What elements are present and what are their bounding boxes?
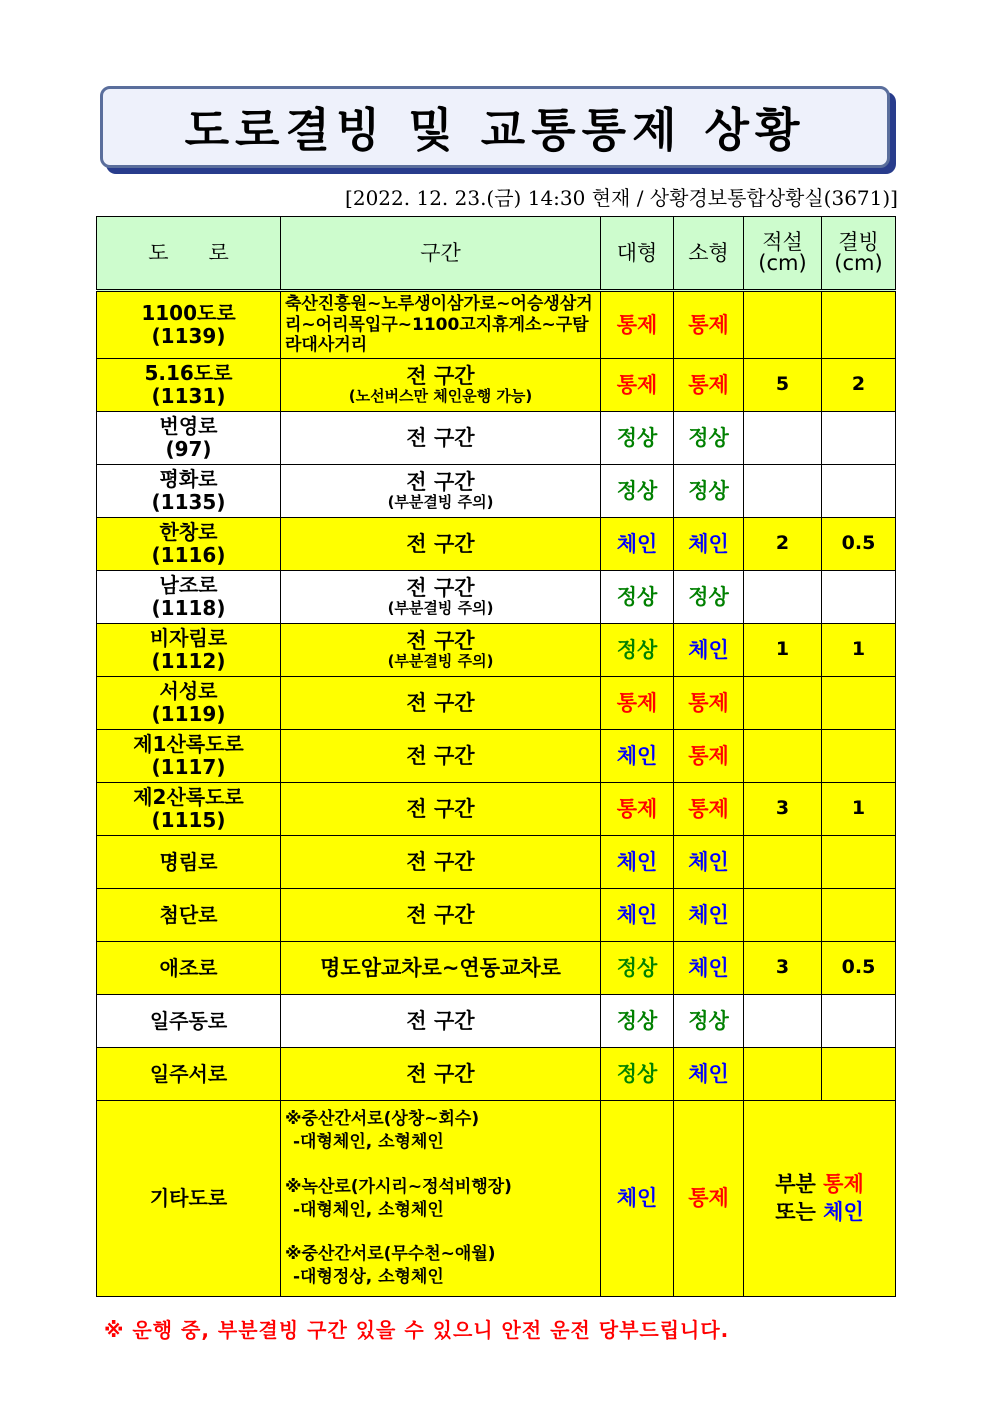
table-row bbox=[97, 571, 896, 624]
road-name: 1100도로 (1139) bbox=[97, 291, 281, 359]
section: 전 구간 bbox=[281, 730, 601, 783]
title-box bbox=[100, 86, 890, 168]
snow-depth bbox=[744, 836, 822, 889]
small-vehicle-status: 체인 bbox=[674, 889, 744, 942]
small-vehicle-status: 체인 bbox=[674, 836, 744, 889]
small-vehicle-status: 통제 bbox=[674, 783, 744, 836]
section: 명도암교차로~연동교차로 bbox=[281, 942, 601, 995]
other-remark: 부분 통제 또는 체인 bbox=[744, 1101, 896, 1297]
road-name: 5.16도로 (1131) bbox=[97, 359, 281, 412]
section: 전 구간 bbox=[281, 677, 601, 730]
ice-depth bbox=[822, 889, 896, 942]
snow-depth: 3 bbox=[744, 942, 822, 995]
ice-depth bbox=[822, 291, 896, 359]
ice-depth bbox=[822, 995, 896, 1048]
ice-depth: 0.5 bbox=[822, 518, 896, 571]
table-row bbox=[97, 730, 896, 783]
ice-depth: 1 bbox=[822, 783, 896, 836]
section: 전 구간 (부분결빙 주의) bbox=[281, 465, 601, 518]
snow-depth bbox=[744, 571, 822, 624]
section: 전 구간 bbox=[281, 1048, 601, 1101]
large-vehicle-status: 체인 bbox=[601, 889, 674, 942]
ice-depth bbox=[822, 836, 896, 889]
section: 전 구간 bbox=[281, 518, 601, 571]
table-row bbox=[97, 1048, 896, 1101]
header-large: 대형 bbox=[601, 217, 674, 291]
large-vehicle-status: 정상 bbox=[601, 571, 674, 624]
small-vehicle-status: 정상 bbox=[674, 995, 744, 1048]
road-name: 번영로 (97) bbox=[97, 412, 281, 465]
header-ice: 결빙 (cm) bbox=[822, 217, 896, 291]
table-row-other bbox=[97, 1101, 896, 1297]
table-row bbox=[97, 677, 896, 730]
small-vehicle-status: 체인 bbox=[674, 1048, 744, 1101]
section: 전 구간 (부분결빙 주의) bbox=[281, 624, 601, 677]
header-section: 구간 bbox=[281, 217, 601, 291]
snow-depth bbox=[744, 677, 822, 730]
table-header-row bbox=[97, 217, 896, 291]
large-vehicle-status: 통제 bbox=[601, 677, 674, 730]
road-name: 첨단로 bbox=[97, 889, 281, 942]
large-vehicle-status: 정상 bbox=[601, 412, 674, 465]
road-name: 일주동로 bbox=[97, 995, 281, 1048]
snow-depth bbox=[744, 291, 822, 359]
ice-depth bbox=[822, 465, 896, 518]
table-row bbox=[97, 291, 896, 359]
report-timestamp: [2022. 12. 23.(금) 14:30 현재 / 상황경보통합상황실(3671)] bbox=[345, 186, 898, 210]
snow-depth bbox=[744, 465, 822, 518]
ice-depth bbox=[822, 730, 896, 783]
section: 전 구간 bbox=[281, 995, 601, 1048]
ice-depth: 0.5 bbox=[822, 942, 896, 995]
table-row bbox=[97, 359, 896, 412]
road-status-table bbox=[96, 216, 896, 1297]
ice-depth bbox=[822, 571, 896, 624]
table-row bbox=[97, 465, 896, 518]
section: 전 구간 (노선버스만 체인운행 가능) bbox=[281, 359, 601, 412]
other-roads-list: ※중산간서로(상창~회수) -대형체인, 소형체인 ※녹산로(가시리~정석비행장) -대형체인, 소형체인 ※중산간서로(무수천~애월) -대형정상, 소형체인 bbox=[281, 1101, 601, 1297]
ice-depth bbox=[822, 1048, 896, 1101]
road-name: 명림로 bbox=[97, 836, 281, 889]
ice-depth: 1 bbox=[822, 624, 896, 677]
large-vehicle-status: 통제 bbox=[601, 783, 674, 836]
small-vehicle-status: 통제 bbox=[674, 359, 744, 412]
road-name: 제2산록도로 (1115) bbox=[97, 783, 281, 836]
snow-depth bbox=[744, 730, 822, 783]
snow-depth bbox=[744, 889, 822, 942]
ice-depth bbox=[822, 677, 896, 730]
snow-depth: 2 bbox=[744, 518, 822, 571]
road-name: 한창로 (1116) bbox=[97, 518, 281, 571]
small-vehicle-status: 통제 bbox=[674, 291, 744, 359]
table-row bbox=[97, 412, 896, 465]
small-vehicle-status: 정상 bbox=[674, 412, 744, 465]
table-row bbox=[97, 942, 896, 995]
road-name: 남조로 (1118) bbox=[97, 571, 281, 624]
footnote: ※ 운행 중, 부분결빙 구간 있을 수 있으니 안전 운전 당부드립니다. bbox=[104, 1318, 730, 1342]
snow-depth bbox=[744, 995, 822, 1048]
small-vehicle-status: 체인 bbox=[674, 942, 744, 995]
section: 전 구간 bbox=[281, 412, 601, 465]
road-name: 애조로 bbox=[97, 942, 281, 995]
section: 전 구간 bbox=[281, 836, 601, 889]
road-name: 평화로 (1135) bbox=[97, 465, 281, 518]
table-row bbox=[97, 995, 896, 1048]
snow-depth bbox=[744, 1048, 822, 1101]
large-vehicle-status: 통제 bbox=[601, 291, 674, 359]
header-small: 소형 bbox=[674, 217, 744, 291]
table-row bbox=[97, 836, 896, 889]
road-name: 비자림로 (1112) bbox=[97, 624, 281, 677]
large-vehicle-status: 정상 bbox=[601, 624, 674, 677]
section: 전 구간 bbox=[281, 783, 601, 836]
page-title: 도로결빙 및 교통통제 상황 bbox=[184, 103, 806, 157]
section: 축산진흥원~노루생이삼가로~어승생삼거리~어리목입구~1100고지휴게소~구탐라대사거리 bbox=[281, 291, 601, 359]
small-vehicle-status: 통제 bbox=[674, 677, 744, 730]
road-name: 서성로 (1119) bbox=[97, 677, 281, 730]
header-road: 도 로 bbox=[97, 217, 281, 291]
large-vehicle-status: 체인 bbox=[601, 518, 674, 571]
section: 전 구간 bbox=[281, 889, 601, 942]
ice-depth: 2 bbox=[822, 359, 896, 412]
small-vehicle-status: 정상 bbox=[674, 571, 744, 624]
snow-depth: 3 bbox=[744, 783, 822, 836]
large-vehicle-status: 체인 bbox=[601, 836, 674, 889]
table-row bbox=[97, 624, 896, 677]
header-snow: 적설 (cm) bbox=[744, 217, 822, 291]
small-vehicle-status: 통제 bbox=[674, 730, 744, 783]
table-row bbox=[97, 783, 896, 836]
large-vehicle-status: 통제 bbox=[601, 359, 674, 412]
table-body bbox=[97, 291, 896, 1297]
large-vehicle-status: 정상 bbox=[601, 995, 674, 1048]
road-name: 제1산록도로 (1117) bbox=[97, 730, 281, 783]
snow-depth: 5 bbox=[744, 359, 822, 412]
large-vehicle-status: 정상 bbox=[601, 465, 674, 518]
road-name: 일주서로 bbox=[97, 1048, 281, 1101]
small-vehicle-status: 체인 bbox=[674, 518, 744, 571]
table-row bbox=[97, 889, 896, 942]
snow-depth: 1 bbox=[744, 624, 822, 677]
large-vehicle-status: 체인 bbox=[601, 730, 674, 783]
road-name: 기타도로 bbox=[97, 1101, 281, 1297]
large-vehicle-status: 체인 bbox=[601, 1101, 674, 1297]
section: 전 구간 (부분결빙 주의) bbox=[281, 571, 601, 624]
large-vehicle-status: 정상 bbox=[601, 942, 674, 995]
small-vehicle-status: 체인 bbox=[674, 624, 744, 677]
small-vehicle-status: 통제 bbox=[674, 1101, 744, 1297]
ice-depth bbox=[822, 412, 896, 465]
snow-depth bbox=[744, 412, 822, 465]
small-vehicle-status: 정상 bbox=[674, 465, 744, 518]
large-vehicle-status: 정상 bbox=[601, 1048, 674, 1101]
table-row bbox=[97, 518, 896, 571]
